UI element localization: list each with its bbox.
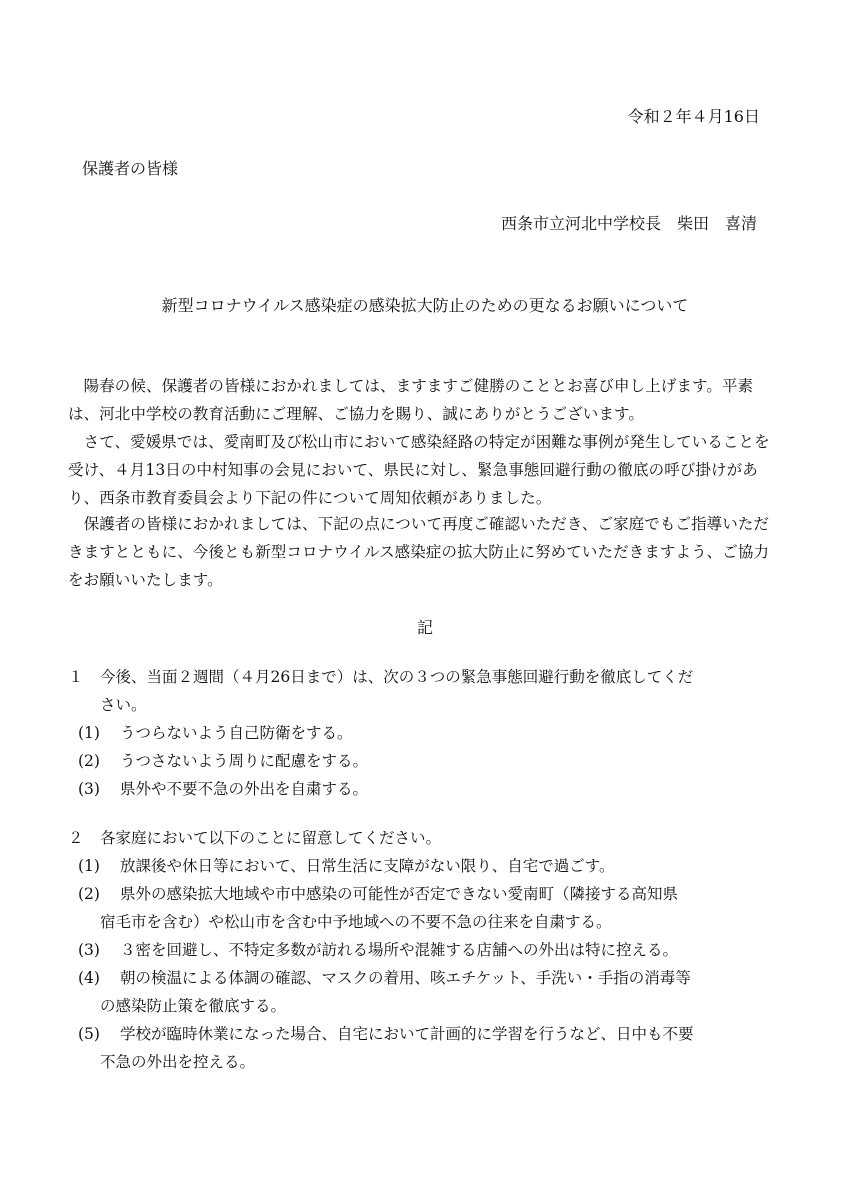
section-2-item-3 [78, 936, 778, 964]
body-paragraph-greeting: 陽春の候、保護者の皆様におかれましては、ますますご健勝のこととお喜び申し上げます。平素は、河北中学校の教育活動にご理解、ご協力を賜り、誠にありがとうございます。 [68, 377, 754, 423]
item-number: (3) [78, 780, 100, 798]
item-number: (2) [78, 885, 100, 903]
item-number: (2) [78, 752, 100, 770]
section-1-heading-text-line1: 今後、当面２週間（４月26日まで）は、次の３つの緊急事態回避行動を徹底してくだ [100, 668, 694, 686]
document-date: 令和２年４月16日 [627, 107, 760, 126]
item-number: (1) [78, 857, 100, 875]
addressee: 保護者の皆様 [82, 159, 179, 178]
section-2-heading-text: 各家庭において以下のことに留意してください。 [100, 829, 442, 847]
section-1-item-3 [78, 775, 778, 803]
section-2-heading [68, 824, 778, 852]
section-2-item-1 [78, 852, 778, 880]
section-1-item-1 [78, 719, 778, 747]
item-number: (3) [78, 941, 100, 959]
section-2-item-2 [78, 880, 778, 908]
item-text: うつらないよう自己防衛をする。 [120, 724, 353, 742]
section-2-number: ２ [68, 829, 84, 847]
section-2-item-5-continuation: 不急の外出を控える。 [100, 1053, 256, 1071]
item-text-line1: 学校が臨時休業になった場合、自宅において計画的に学習を行うなど、日中も不要 [120, 1025, 694, 1043]
section-1-heading-continuation: さい。 [100, 696, 147, 714]
item-text: 県外や不要不急の外出を自粛する。 [120, 780, 369, 798]
item-text: ３密を回避し、不特定多数が訪れる場所や混雑する店舗への外出は特に控える。 [120, 941, 679, 959]
document-title: 新型コロナウイルス感染症の感染拡大防止のための更なるお願いについて [161, 296, 689, 315]
item-text-line1: 県外の感染拡大地域や市中感染の可能性が否定できない愛南町（隣接する高知県 [120, 885, 679, 903]
section-2-item-5 [78, 1020, 778, 1048]
section-2-item-4-continuation: の感染防止策を徹底する。 [100, 997, 287, 1015]
body-paragraph-request: 保護者の皆様におかれましては、下記の点について再度ご確認いただき、ご家庭でもご指導いただきますとともに、今後とも新型コロナウイルス感染症の拡大防止に努めていただきますよう、ご協力をお願いいたします。 [68, 515, 770, 589]
sender: 西条市立河北中学校長 柴田 喜清 [500, 214, 757, 233]
section-2-item-2-continuation: 宿毛市を含む）や松山市を含む中予地域への不要不急の往来を自粛する。 [100, 913, 612, 931]
item-number: (4) [78, 969, 100, 987]
section-1-number: １ [68, 668, 84, 686]
section-2-item-4 [78, 964, 778, 992]
item-text: 放課後や休日等において、日常生活に支障がない限り、自宅で過ごす。 [120, 857, 615, 875]
item-text-line1: 朝の検温による体調の確認、マスクの着用、咳エチケット、手洗い・手指の消毒等 [120, 969, 691, 987]
body-paragraph-background: さて、愛媛県では、愛南町及び松山市において感染経路の特定が困難な事例が発生していることを受け、４月13日の中村知事の会見において、県民に対し、緊急事態回避行動の徹底の呼び掛けがあり、西条市教育委員会より下記の件について周知依頼がありました。 [68, 433, 770, 507]
section-1-item-2 [78, 747, 778, 775]
item-text: うつさないよう周りに配慮をする。 [120, 752, 369, 770]
item-number: (5) [78, 1025, 100, 1043]
item-number: (1) [78, 724, 100, 742]
section-1-heading [68, 663, 778, 691]
ki-marker: 記 [416, 618, 433, 637]
